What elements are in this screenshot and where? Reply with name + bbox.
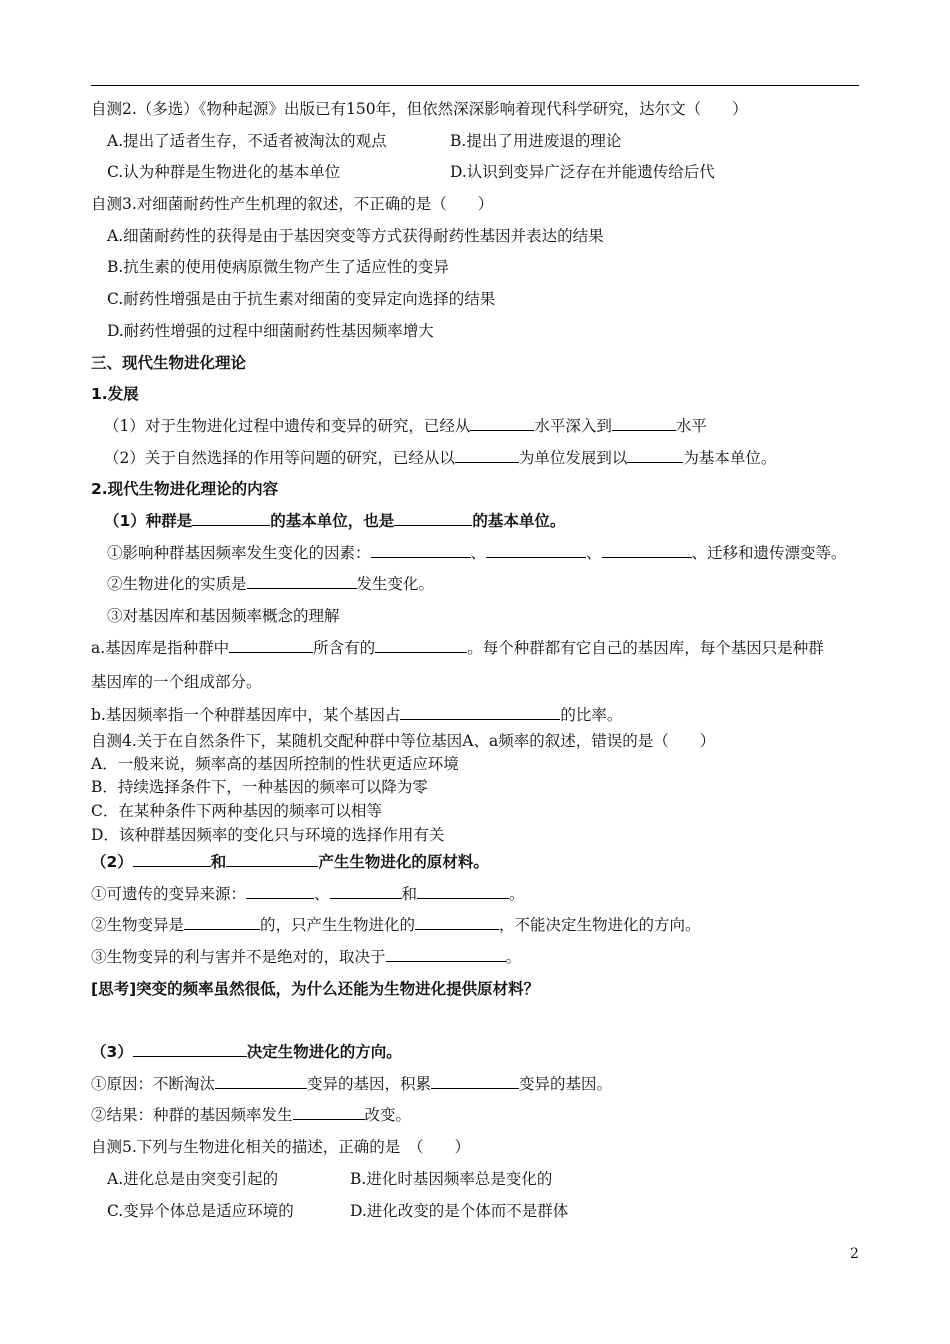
blank[interactable] bbox=[627, 448, 683, 463]
blank[interactable] bbox=[415, 915, 499, 930]
point-2-item-1: ①可遗传的变异来源： 、 和 。 bbox=[91, 885, 525, 903]
point-3-item-1: ①原因：不断淘汰 变异的基因，积累 变异的基因。 bbox=[91, 1075, 613, 1093]
q5-option-c: C.变异个体总是适应环境的 bbox=[107, 1202, 294, 1220]
point-1-item-1: ①影响种群基因频率发生变化的因素： 、 、 、迁移和遗传漂变等。 bbox=[107, 544, 847, 562]
q3-option-a: A.细菌耐药性的获得是由于基因突变等方式获得耐药性基因并表达的结果 bbox=[107, 227, 604, 245]
development-line-2: （2）关于自然选择的作用等问题的研究，已经从以 为单位发展到以 为基本单位。 bbox=[104, 449, 777, 467]
q2-option-a: A.提出了适者生存，不适者被淘汰的观点 bbox=[107, 132, 387, 150]
q3-option-d: D.耐药性增强的过程中细菌耐药性基因频率增大 bbox=[107, 322, 434, 340]
development-line-1: （1）对于生物进化过程中遗传和变异的研究，已经从 水平深入到 水平 bbox=[104, 417, 707, 435]
q4-option-d: D．该种群基因频率的变化只与环境的选择作用有关 bbox=[91, 826, 445, 844]
point-3-item-2: ②结果：种群的基因频率发生 改变。 bbox=[91, 1106, 412, 1124]
blank[interactable] bbox=[386, 947, 506, 962]
blank[interactable] bbox=[184, 915, 260, 930]
blank[interactable] bbox=[612, 416, 676, 431]
point-3-heading: （3） 决定生物进化的方向。 bbox=[91, 1043, 402, 1061]
blank[interactable] bbox=[192, 511, 270, 526]
q5-option-b: B.进化时基因频率总是变化的 bbox=[350, 1170, 553, 1188]
q4-option-b: B．持续选择条件下，一种基因的频率可以降为零 bbox=[91, 778, 428, 796]
q3-stem: 自测3.对细菌耐药性产生机理的叙述，不正确的是（ ） bbox=[91, 195, 494, 213]
blank[interactable] bbox=[602, 543, 692, 558]
gene-frequency-line: b.基因频率指一个种群基因库中，某个基因占 的比率。 bbox=[91, 706, 623, 724]
q5-stem: 自测5.下列与生物进化相关的描述，正确的是 （ ） bbox=[91, 1138, 471, 1156]
q3-option-c: C.耐药性增强是由于抗生素对细菌的变异定向选择的结果 bbox=[107, 290, 496, 308]
point-1-item-3: ③对基因库和基因频率概念的理解 bbox=[107, 607, 340, 625]
q2-option-d: D.认识到变异广泛存在并能遗传给后代 bbox=[450, 163, 715, 181]
blank[interactable] bbox=[247, 574, 357, 589]
subsection-content: 2.现代生物进化理论的内容 bbox=[91, 480, 279, 498]
subsection-development: 1.发展 bbox=[91, 385, 139, 403]
blank[interactable] bbox=[293, 1105, 365, 1120]
q2-option-b: B.提出了用进废退的理论 bbox=[450, 132, 622, 150]
q4-stem: 自测4.关于在自然条件下，某随机交配种群中等位基因A、a频率的叙述，错误的是（ ） bbox=[91, 732, 716, 750]
blank[interactable] bbox=[417, 884, 509, 899]
blank[interactable] bbox=[226, 852, 318, 867]
think-question: [思考]突变的频率虽然很低，为什么还能为生物进化提供原材料？ bbox=[91, 980, 540, 998]
blank[interactable] bbox=[375, 638, 467, 653]
blank[interactable] bbox=[330, 884, 402, 899]
q2-option-c: C.认为种群是生物进化的基本单位 bbox=[107, 163, 341, 181]
gene-pool-line-2: 基因库的一个组成部分。 bbox=[91, 673, 262, 691]
blank[interactable] bbox=[394, 511, 472, 526]
point-2-item-3: ③生物变异的利与害并不是绝对的，取决于 。 bbox=[91, 948, 522, 966]
point-2-item-2: ②生物变异是 的，只产生生物进化的 ，不能决定生物进化的方向。 bbox=[91, 916, 701, 934]
blank[interactable] bbox=[246, 884, 314, 899]
blank[interactable] bbox=[455, 448, 519, 463]
blank[interactable] bbox=[133, 1042, 247, 1057]
gene-pool-line: a.基因库是指种群中 所含有的 。每个种群都有它自己的基因库，每个基因只是种群 bbox=[91, 639, 824, 657]
section-title: 三、现代生物进化理论 bbox=[91, 354, 247, 372]
q3-option-b: B.抗生素的使用使病原微生物产生了适应性的变异 bbox=[107, 258, 449, 276]
q4-option-c: C．在某种条件下两种基因的频率可以相等 bbox=[91, 802, 382, 820]
blank[interactable] bbox=[229, 638, 313, 653]
blank[interactable] bbox=[486, 543, 586, 558]
point-2-heading: （2） 和 产生生物进化的原材料。 bbox=[91, 853, 489, 871]
q2-stem: 自测2.（多选）《物种起源》出版已有150年，但依然深深影响着现代科学研究，达尔文（ ） bbox=[91, 100, 748, 118]
q5-option-d: D.进化改变的是个体而不是群体 bbox=[350, 1202, 569, 1220]
page-number: 2 bbox=[850, 1246, 859, 1262]
blank[interactable] bbox=[133, 852, 211, 867]
blank[interactable] bbox=[371, 543, 471, 558]
blank[interactable] bbox=[470, 416, 534, 431]
point-1-item-2: ②生物进化的实质是 发生变化。 bbox=[107, 575, 435, 593]
point-1-heading: （1）种群是 的基本单位，也是 的基本单位。 bbox=[104, 512, 566, 530]
blank[interactable] bbox=[400, 705, 560, 720]
blank[interactable] bbox=[431, 1074, 519, 1089]
header-rule bbox=[91, 85, 859, 86]
blank[interactable] bbox=[215, 1074, 307, 1089]
q4-option-a: A．一般来说，频率高的基因所控制的性状更适应环境 bbox=[91, 755, 459, 773]
q5-option-a: A.进化总是由突变引起的 bbox=[107, 1170, 279, 1188]
